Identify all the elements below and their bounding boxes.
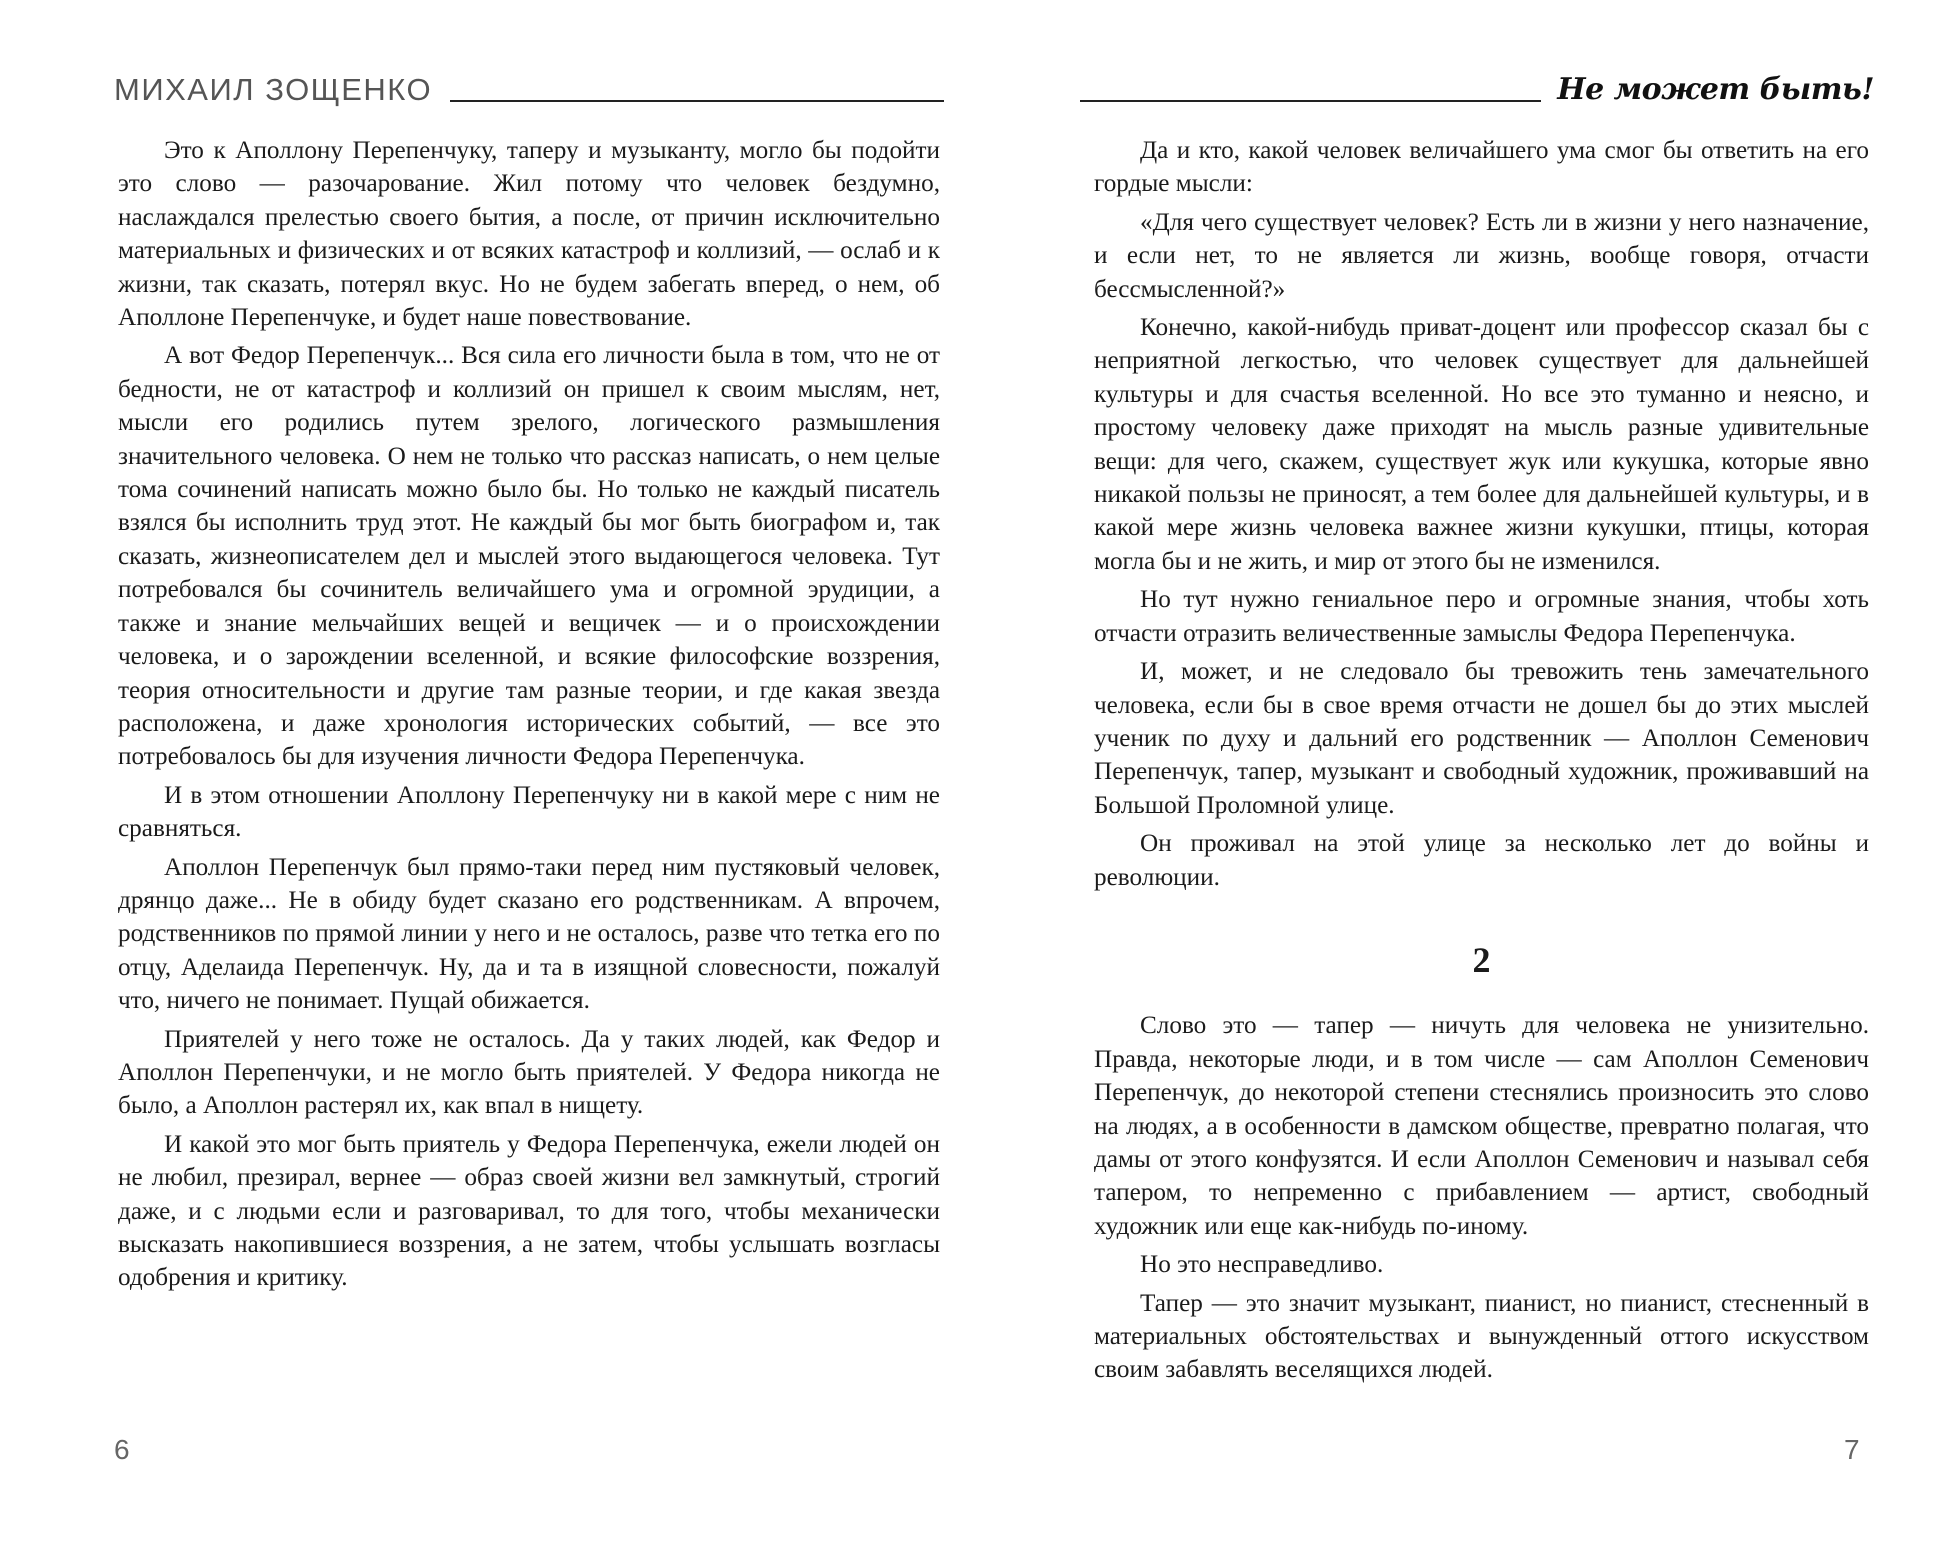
running-head-right [1080,72,1874,107]
running-head-left [114,72,944,108]
paragraph: Приятелей у него тоже не осталось. Да у таких людей, как Федор и Аполлон Перепенчуки, и не могло быть приятелей. У Федора никогда не было, а Аполлон растерял их, как впал в нищету. [118,1025,940,1120]
paragraph: Это к Аполлону Перепенчуку, таперу и музыканту, могло бы подойти это слово — разочарование. Жил потому что человек бездумно, наслаждался прелестью своего бытия, а после, от причин исключительно материальных и физических и от всяких катастроф и коллизий, — ослаб и к жизни, так сказать, потерял вкус. Но не будем забегать вперед, о нем, об Аполлоне Перепенчуке, и будет наше повествование. [118,137,940,332]
paragraph: Он проживал на этой улице за несколько лет до войны и революции. [1094,830,1869,891]
paragraph: И какой это мог быть приятель у Федора Перепенчука, ежели людей он не любил, презирал, вернее — образ своей жизни вел замкнутый, строгий даже, и с людьми если и разговаривал, то для того, чтобы механически высказать накопившиеся воззрения, а не затем, чтобы услышать возгласы одобрения и критику. [118,1130,940,1292]
paragraph: Но это несправедливо. [1140,1251,1384,1279]
paragraph: И в этом отношении Аполлону Перепенчуку ни в какой мере с ним не сравняться. [118,781,940,843]
paragraph: Но тут нужно гениальное перо и огромные знания, чтобы хоть отчасти отразить величественные замыслы Федора Перепенчука. [1094,586,1869,647]
left-text-block [118,134,940,1295]
page-number-left: 6 [114,1434,130,1465]
paragraph: А вот Федор Перепенчук... Вся сила его личности была в том, что не от бедности, не от катастроф и коллизий он пришел к своим мыслям, нет, мысли его родились путем зрелого, логического размышления значительного человека. О нем не только что рассказ написать, о нем целые тома сочинений написать можно было бы. Но только не каждый писатель взялся бы исполнить труд этот. Не каждый бы мог быть биографом и, так сказать, жизнеописателем дел и мыслей этого выдающегося человека. Тут потребовался бы сочинитель величайшего ума и огромной эрудиции, а также и знание мельчайших вещей и вещичек — и о происхождении человека, и о зарождении вселенной, и всякие философские воззрения, теория относительности и другие там разные теории, и где какая звезда расположена, и даже хронология исторических событий, — все это потребовалось бы для изучения личности Федора Перепенчука. [118,342,940,771]
paragraph: «Для чего существует человек? Есть ли в жизни у него назначение, и если нет, то не является ли жизнь, вообще говоря, отчасти бессмысленной?» [1094,208,1869,303]
page-number-right: 7 [1844,1434,1860,1465]
paragraph: Слово это — тапер — ничуть для человека не унизительно. Правда, некоторые люди, и в том числе — сам Аполлон Семенович Перепенчук, до некоторой степени стеснялись произносить это слово на людях, а в особенности в дамском обществе, превратно полагая, что дамы от этого конфузятся. И если Аполлон Семенович и называл себя тапером, то непременно с прибавлением — артист, свободный художник или еще как-нибудь по-иному. [1094,1012,1869,1240]
paragraph: Тапер — это значит музыкант, пианист, но пианист, стесненный в материальных обстоятельствах и вынужденный оттого искусством своим забавлять веселящихся людей. [1094,1289,1869,1384]
author-name: МИХАИЛ ЗОЩЕНКО [114,72,433,107]
header-rule [1080,100,1541,102]
paragraph: Конечно, какой-нибудь приват-доцент или профессор сказал бы с неприятной легкостью, что человек существует для дальнейшей культуры и для счастья вселенной. Но все это туманно и неясно, и простому человеку даже приходят на мысль разные удивительные вещи: для чего, скажем, существует жук или кукушка, которые явно никакой пользы не приносят, а тем более для дальнейшей культуры, и в какой мере жизнь человека важнее жизни кукушки, птицы, которая могла бы и не жить, и мир от этого бы не изменился. [1094,314,1869,575]
header-rule [450,100,944,102]
paragraph: Аполлон Перепенчук был прямо-таки перед ним пустяковый человек, дрянцо даже... Не в обиду будет сказано его родственникам. А впрочем, родственников по прямой линии у него и не осталось, разве что тетка его по отцу, Аделаида Перепенчук. Ну, да и та в изящной словесности, пожалуй что, ничего не понимает. Пущай обижается. [118,853,940,1015]
paragraph: И, может, и не следовало бы тревожить тень замечательного человека, если бы в свое время отчасти не дошел бы до этих мыслей ученик по духу и дальний его родственник — Аполлон Семенович Перепенчук, тапер, музыкант и свободный художник, проживавший на Большой Проломной улице. [1094,658,1869,819]
right-page [980,0,1959,1557]
chapter-number: 2 [1472,939,1491,980]
book-title: Не может быть! [1557,72,1874,107]
paragraph: Да и кто, какой человек величайшего ума смог бы ответить на его гордые мысли: [1094,137,1869,198]
right-text-block [1094,134,1869,1387]
